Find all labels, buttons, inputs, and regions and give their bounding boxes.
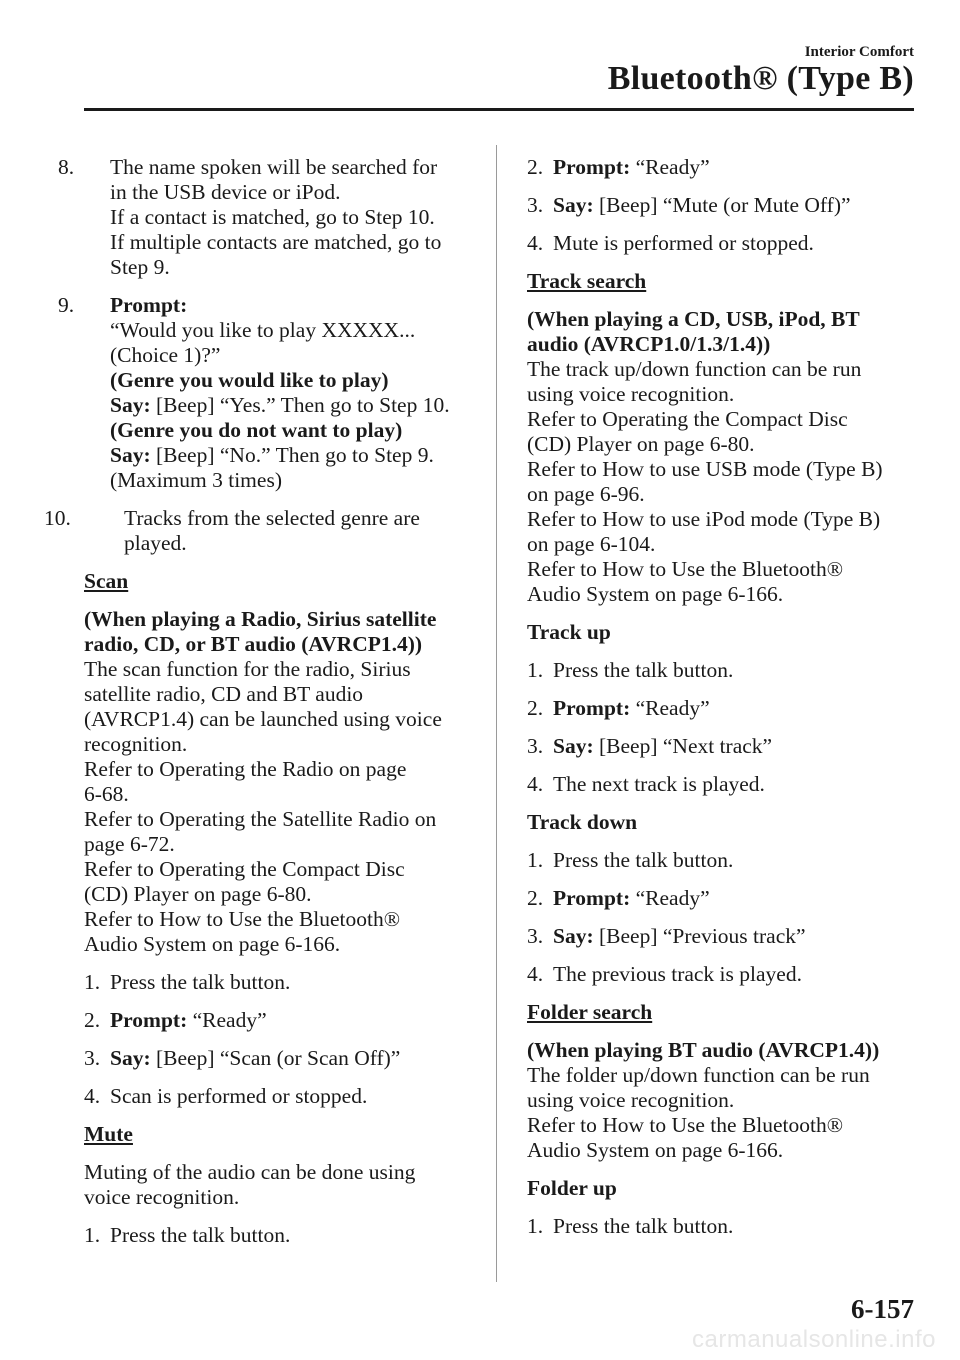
step-text: The next track is played. <box>553 772 765 796</box>
folder-body-line: Audio System on page 6-166. <box>527 1138 784 1162</box>
folder-body-line: The folder up/down function can be run <box>527 1063 870 1087</box>
track-up-step-2 <box>527 696 927 721</box>
scan-body <box>84 657 484 957</box>
folder-body-line: Refer to How to Use the Bluetooth® <box>527 1113 844 1137</box>
track-search-body <box>527 357 927 607</box>
step-number: 8. <box>58 155 75 179</box>
step-number: 1. <box>527 848 544 872</box>
step-number: 3. <box>527 924 544 948</box>
prompt-label: Prompt: <box>553 696 631 720</box>
step-text: Press the talk button. <box>110 1223 291 1247</box>
scan-step-1 <box>84 970 484 995</box>
case-no: (Genre you do not want to play) <box>110 418 403 442</box>
right-column <box>527 155 927 1239</box>
header-rule <box>84 108 914 111</box>
step-8-line-3: If a contact is matched, go to Step 10. <box>110 205 435 229</box>
track-up-step-1 <box>527 658 927 683</box>
track-cond-line-2: audio (AVRCP1.0/1.3/1.4)) <box>527 332 771 356</box>
step-text: [Beep] “Previous track” <box>599 924 806 948</box>
step-text: “Ready” <box>635 696 710 720</box>
watermark: carmanualsonline.info <box>692 1326 936 1353</box>
step-text: “Ready” <box>635 886 710 910</box>
step-text: “Ready” <box>192 1008 267 1032</box>
scan-step-2 <box>84 1008 484 1033</box>
scan-step-4 <box>84 1084 484 1109</box>
track-down-step-2 <box>527 886 927 911</box>
track-up-heading: Track up <box>527 620 611 644</box>
say-yes: [Beep] “Yes.” Then go to Step 10. <box>156 393 450 417</box>
step-text: Press the talk button. <box>553 848 734 872</box>
track-up-step-4 <box>527 772 927 797</box>
step-8-line-4: If multiple contacts are matched, go to <box>110 230 442 254</box>
step-number: 4. <box>527 231 544 255</box>
track-body-line: Audio System on page 6-166. <box>527 582 784 606</box>
prompt-label: Prompt: <box>553 155 631 179</box>
step-text: Press the talk button. <box>110 970 291 994</box>
prompt-label: Prompt: <box>110 293 188 317</box>
mute-step-2 <box>527 155 927 180</box>
prompt-label: Prompt: <box>553 886 631 910</box>
step-8-line-5: Step 9. <box>110 255 170 279</box>
say-label: Say: <box>553 924 594 948</box>
track-search-condition <box>527 307 927 357</box>
step-8-line-2: in the USB device or iPod. <box>110 180 341 204</box>
step-text: Mute is performed or stopped. <box>553 231 814 255</box>
step-number: 2. <box>527 886 544 910</box>
step-number: 3. <box>527 734 544 758</box>
folder-up-step-1 <box>527 1214 927 1239</box>
step-number: 2. <box>84 1008 101 1032</box>
track-body-line: Refer to Operating the Compact Disc <box>527 407 848 431</box>
track-body-line: (CD) Player on page 6-80. <box>527 432 755 456</box>
mute-body-line: Muting of the audio can be done using <box>84 1160 416 1184</box>
header-title: Bluetooth® (Type B) <box>607 60 914 97</box>
column-divider <box>496 145 497 1282</box>
step-number: 2. <box>527 155 544 179</box>
mute-step-4 <box>527 231 927 256</box>
step-text: [Beep] “Scan (or Scan Off)” <box>156 1046 401 1070</box>
track-body-line: Refer to How to use USB mode (Type B) <box>527 457 883 481</box>
step-number: 3. <box>527 193 544 217</box>
step-number: 2. <box>527 696 544 720</box>
scan-body-line: Audio System on page 6-166. <box>84 932 341 956</box>
scan-step-3 <box>84 1046 484 1071</box>
step-text: [Beep] “Next track” <box>599 734 773 758</box>
scan-body-line: The scan function for the radio, Sirius <box>84 657 411 681</box>
folder-search-condition: (When playing BT audio (AVRCP1.4)) <box>527 1038 880 1062</box>
track-body-line: The track up/down function can be run <box>527 357 862 381</box>
step-number: 3. <box>84 1046 101 1070</box>
scan-body-line: recognition. <box>84 732 188 756</box>
step-number: 1. <box>84 1223 101 1247</box>
step-text: “Ready” <box>635 155 710 179</box>
mute-step-3 <box>527 193 927 218</box>
scan-body-line: Refer to How to Use the Bluetooth® <box>84 907 401 931</box>
mute-body-line: voice recognition. <box>84 1185 240 1209</box>
step-number: 9. <box>58 293 75 317</box>
say-label: Say: <box>553 734 594 758</box>
step-number: 4. <box>527 962 544 986</box>
folder-search-heading: Folder search <box>527 1000 653 1024</box>
mute-heading: Mute <box>84 1122 133 1146</box>
prompt-line-1: “Would you like to play XXXXX... <box>110 318 416 342</box>
folder-search-body <box>527 1063 927 1163</box>
say-label: Say: <box>110 1046 151 1070</box>
scan-cond-line-2: radio, CD, or BT audio (AVRCP1.4)) <box>84 632 423 656</box>
step-9 <box>58 293 484 493</box>
say-label: Say: <box>553 193 594 217</box>
step-10-line-1: Tracks from the selected genre are <box>124 506 420 530</box>
step-8 <box>58 155 484 280</box>
track-body-line: on page 6-104. <box>527 532 656 556</box>
scan-body-line: (CD) Player on page 6-80. <box>84 882 312 906</box>
track-down-step-3 <box>527 924 927 949</box>
step-number: 1. <box>84 970 101 994</box>
track-up-step-3 <box>527 734 927 759</box>
track-body-line: Refer to How to use iPod mode (Type B) <box>527 507 881 531</box>
scan-heading: Scan <box>84 569 129 593</box>
step-number: 4. <box>527 772 544 796</box>
track-body-line: on page 6-96. <box>527 482 645 506</box>
step-number: 1. <box>527 658 544 682</box>
step-text: Scan is performed or stopped. <box>110 1084 368 1108</box>
page-number: 6-157 <box>851 1294 914 1324</box>
track-search-heading: Track search <box>527 269 647 293</box>
scan-body-line: (AVRCP1.4) can be launched using voice <box>84 707 442 731</box>
mute-body <box>84 1160 484 1210</box>
prompt-label: Prompt: <box>110 1008 188 1032</box>
track-down-step-4 <box>527 962 927 987</box>
scan-body-line: 6-68. <box>84 782 129 806</box>
step-number: 4. <box>84 1084 101 1108</box>
scan-body-line: Refer to Operating the Satellite Radio on <box>84 807 437 831</box>
scan-body-line: satellite radio, CD and BT audio <box>84 682 364 706</box>
scan-body-line: page 6-72. <box>84 832 175 856</box>
prompt-line-2: (Choice 1)?” <box>110 343 221 367</box>
step-number: 10. <box>44 506 71 530</box>
step-text: [Beep] “Mute (or Mute Off)” <box>599 193 851 217</box>
step-number: 1. <box>527 1214 544 1238</box>
header-section: Interior Comfort <box>804 44 914 60</box>
scan-condition <box>84 607 484 657</box>
track-body-line: using voice recognition. <box>527 382 735 406</box>
case-yes: (Genre you would like to play) <box>110 368 389 392</box>
track-down-heading: Track down <box>527 810 638 834</box>
track-down-step-1 <box>527 848 927 873</box>
step-10-line-2: played. <box>124 531 187 555</box>
say-label: Say: <box>110 393 151 417</box>
step-10 <box>44 506 484 556</box>
mute-step-1 <box>84 1223 484 1248</box>
say-no: [Beep] “No.” Then go to Step 9. <box>156 443 434 467</box>
folder-body-line: using voice recognition. <box>527 1088 735 1112</box>
track-body-line: Refer to How to Use the Bluetooth® <box>527 557 844 581</box>
track-cond-line-1: (When playing a CD, USB, iPod, BT <box>527 307 860 331</box>
folder-up-heading: Folder up <box>527 1176 617 1200</box>
step-text: Press the talk button. <box>553 1214 734 1238</box>
say-label: Say: <box>110 443 151 467</box>
scan-body-line: Refer to Operating the Compact Disc <box>84 857 405 881</box>
step-text: The previous track is played. <box>553 962 802 986</box>
step-8-line-1: The name spoken will be searched for <box>110 155 438 179</box>
left-column <box>44 155 484 1248</box>
scan-cond-line-1: (When playing a Radio, Sirius satellite <box>84 607 437 631</box>
maximum-note: (Maximum 3 times) <box>110 468 282 492</box>
step-text: Press the talk button. <box>553 658 734 682</box>
scan-body-line: Refer to Operating the Radio on page <box>84 757 407 781</box>
